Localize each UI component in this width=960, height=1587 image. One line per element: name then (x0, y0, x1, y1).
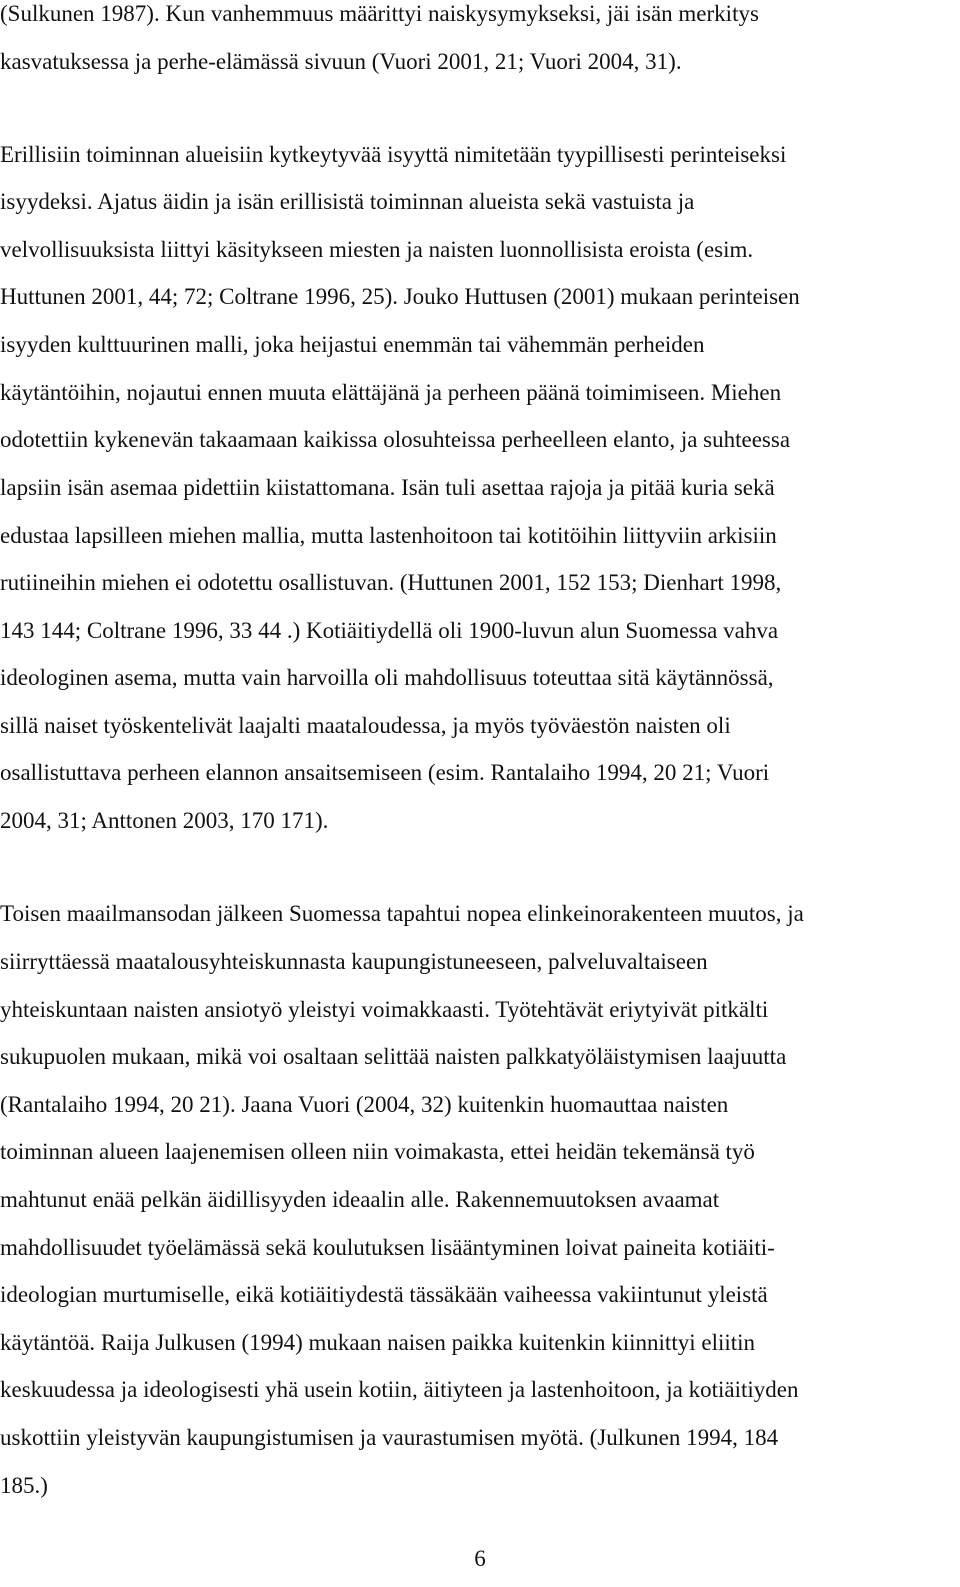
text-line: ideologian murtumiselle, eikä kotiäitiydestä tässäkään vaiheessa vakiintunut yleistä (0, 1282, 768, 1307)
text-line: sillä naiset työskentelivät laajalti maataloudessa, ja myös työväestön naisten oli (0, 713, 731, 738)
text-line: lapsiin isän asemaa pidettiin kiistattomana. Isän tuli asettaa rajoja ja pitää kuria sekä (0, 475, 775, 500)
text-line: osallistuttava perheen elannon ansaitsemiseen (esim. Rantalaiho 1994, 20 21; Vuori (0, 760, 770, 785)
page-number: 6 (474, 1546, 486, 1571)
text-line: Huttunen 2001, 44; 72; Coltrane 1996, 25). Jouko Huttusen (2001) mukaan perinteisen (0, 284, 800, 309)
text-line: uskottiin yleistyvän kaupungistumisen ja vaurastumisen myötä. (Julkunen 1994, 184 (0, 1425, 779, 1450)
text-line: käytäntöä. Raija Julkusen (1994) mukaan naisen paikka kuitenkin kiinnittyi eliitin (0, 1330, 756, 1355)
text-line: toiminnan alueen laajenemisen olleen niin voimakasta, ettei heidän tekemänsä työ (0, 1139, 755, 1164)
text-line: mahtunut enää pelkän äidillisyyden ideaalin alle. Rakennemuutoksen avaamat (0, 1187, 720, 1212)
text-line: odotettiin kykenevän takaamaan kaikissa olosuhteissa perheelleen elanto, ja suhteessa (0, 427, 791, 452)
text-line: (Rantalaiho 1994, 20 21). Jaana Vuori (2004, 32) kuitenkin huomauttaa naisten (0, 1092, 729, 1117)
text-line: keskuudessa ja ideologisesti yhä usein kotiin, äitiyteen ja lastenhoitoon, ja kotiäitiyden (0, 1377, 799, 1402)
text-line: mahdollisuudet työelämässä sekä koulutuksen lisääntyminen loivat paineita kotiäiti- (0, 1235, 775, 1260)
text-line: siirryttäessä maatalousyhteiskunnasta kaupungistuneeseen, palveluvaltaiseen (0, 949, 708, 974)
text-line: ideologinen asema, mutta vain harvoilla oli mahdollisuus toteuttaa sitä käytännössä, (0, 665, 774, 690)
text-line: edustaa lapsilleen miehen mallia, mutta lastenhoitoon tai kotitöihin liittyviin arkisiin (0, 523, 777, 548)
text-line: rutiineihin miehen ei odotettu osallistuvan. (Huttunen 2001, 152 153; Dienhart 1998, (0, 570, 782, 595)
text-line: velvollisuuksista liittyi käsitykseen miesten ja naisten luonnollisista eroista (esim. (0, 237, 754, 262)
text-line: 185.) (0, 1473, 48, 1498)
text-line: yhteiskuntaan naisten ansiotyö yleistyi voimakkaasti. Työtehtävät eriytyivät pitkälti (0, 997, 769, 1022)
text-line: kasvatuksessa ja perhe-elämässä sivuun (Vuori 2001, 21; Vuori 2004, 31). (0, 49, 682, 74)
text-line: sukupuolen mukaan, mikä voi osaltaan selittää naisten palkkatyöläistymisen laajuutta (0, 1044, 787, 1069)
text-line: Toisen maailmansodan jälkeen Suomessa tapahtui nopea elinkeinorakenteen muutos, ja (0, 901, 804, 926)
text-line: Erillisiin toiminnan alueisiin kytkeytyvää isyyttä nimitetään tyypillisesti perinteiseksi (0, 142, 787, 167)
text-line: isyydeksi. Ajatus äidin ja isän erillisistä toiminnan alueista sekä vastuista ja (0, 189, 695, 214)
text-line: (Sulkunen 1987). Kun vanhemmuus määrittyi naiskysymykseksi, jäi isän merkitys (0, 1, 759, 26)
text-line: 2004, 31; Anttonen 2003, 170 171). (0, 808, 329, 833)
text-line: isyyden kulttuurinen malli, joka heijastui enemmän tai vähemmän perheiden (0, 332, 705, 357)
text-line: käytäntöihin, nojautui ennen muuta elättäjänä ja perheen päänä toimimiseen. Miehen (0, 380, 782, 405)
text-line: 143 144; Coltrane 1996, 33 44 .) Kotiäitiydellä oli 1900-luvun alun Suomessa vahva (0, 618, 779, 643)
